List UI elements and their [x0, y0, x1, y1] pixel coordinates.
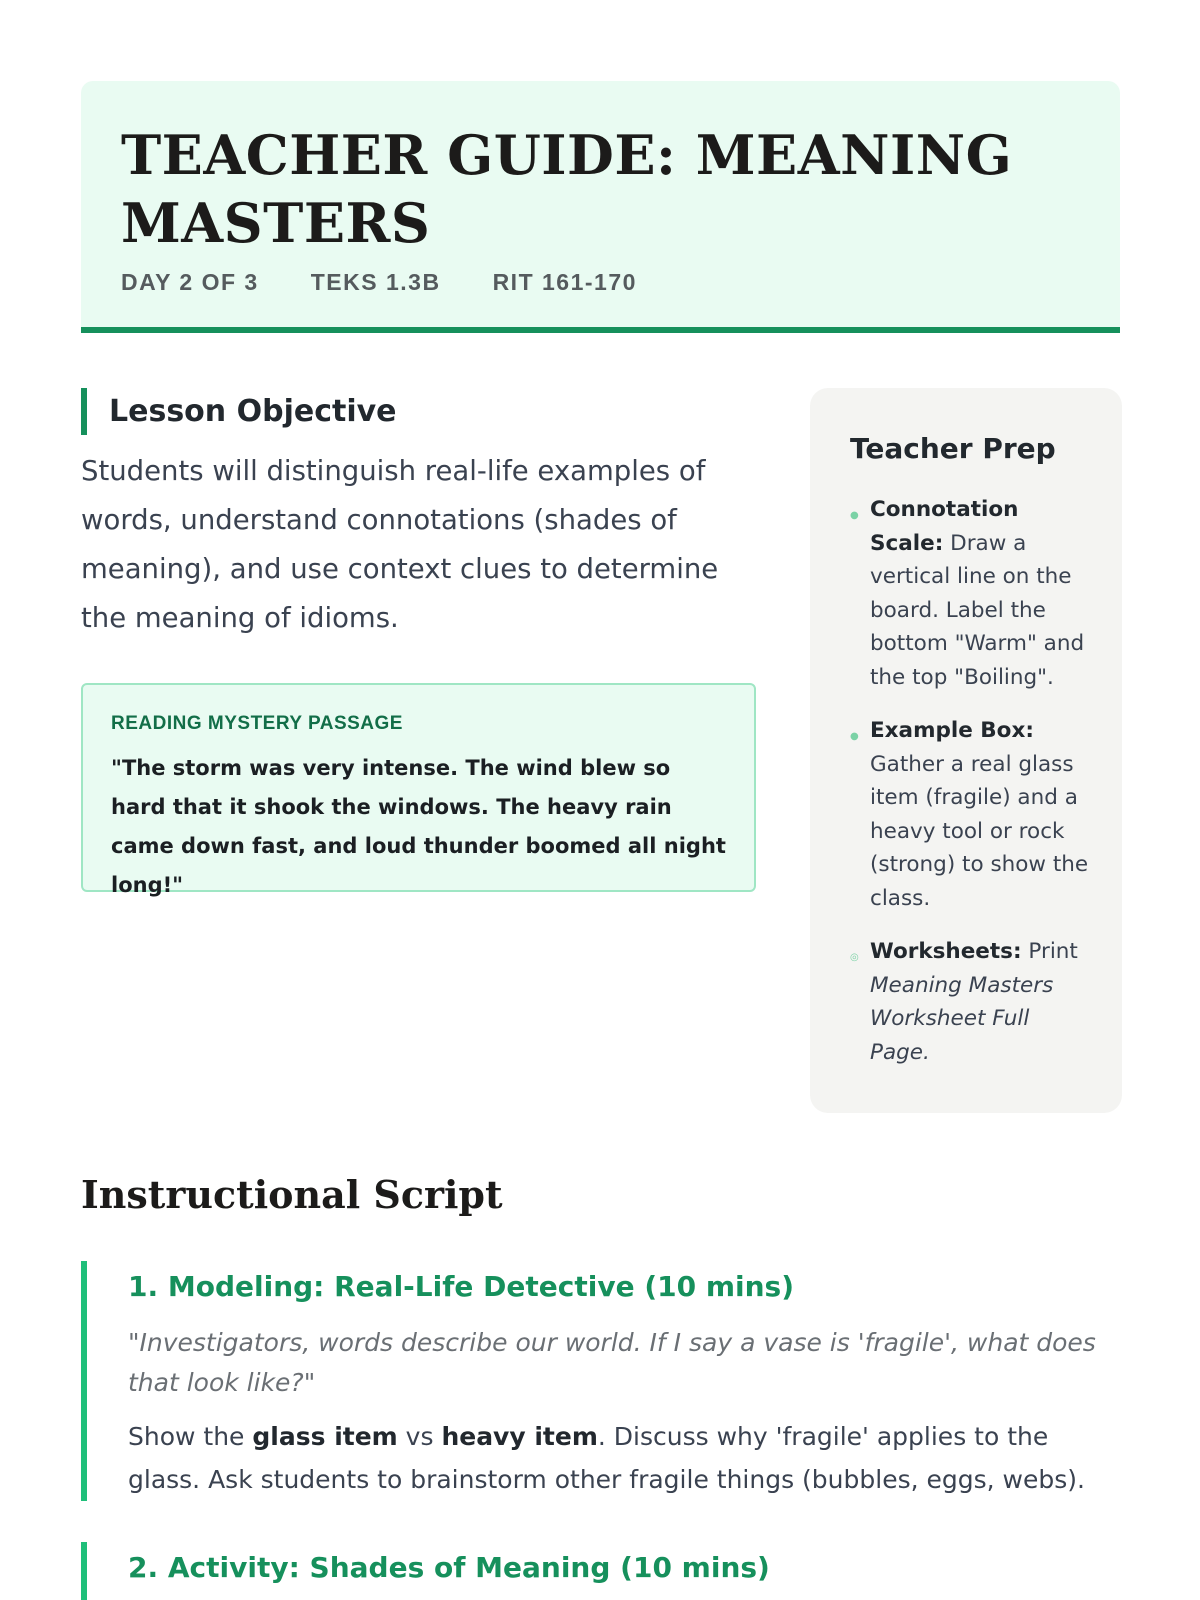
prep-item-text: Gather a real glass item (fragile) and a heavy tool or rock (strong) to show the class. [870, 751, 1089, 911]
page-title: TEACHER GUIDE: MEANING MASTERS [121, 123, 1013, 255]
meta-teks: TEKS 1.3B [310, 269, 441, 295]
prep-item-connotation-scale [850, 493, 1092, 694]
objective-heading: Lesson Objective [109, 394, 397, 429]
passage-text-part: . The wind blew so hard that it shook the windows. The heavy rain came down fast, and loud thunder boomed all night long!" [111, 756, 726, 897]
meta-rit: RIT 161-170 [492, 269, 637, 295]
prep-item-worksheets [850, 935, 1092, 1069]
prep-item-text: Draw a vertical line on the board. Label the bottom "Warm" and the top "Boiling". [870, 530, 1085, 690]
circle-icon: ◎ [850, 952, 859, 963]
objective-text: Students will distinguish real-life examples of words, understand connotations (shades of meaning), and use context clues to determine the meaning of idioms. [81, 455, 719, 634]
passage-bold-word: intense [361, 756, 451, 780]
prep-item-label: Worksheets: [870, 939, 1022, 964]
script-title: Instructional Script [81, 1172, 503, 1217]
script-step-activity [81, 1542, 1120, 1600]
objective-heading-block [81, 388, 397, 435]
step-heading: 2. Activity: Shades of Meaning (10 mins) [128, 1551, 770, 1584]
teacher-prep-panel [810, 388, 1122, 1113]
step-body-bold: heavy item [441, 1422, 598, 1451]
passage-label: READING MYSTERY PASSAGE [111, 713, 403, 734]
prep-item-example-box [850, 714, 1092, 915]
worksheet-name: Meaning Masters Worksheet Full Page. [870, 972, 1054, 1065]
prep-heading: Teacher Prep [850, 432, 1056, 465]
passage-text-part: "The storm was very [111, 756, 362, 780]
prep-item-text: Print [1028, 939, 1078, 964]
prep-item-label: Example Box: [870, 718, 1034, 743]
step-body-part: . Discuss why 'fragile' applies to the glass. Ask students to brainstorm other fragile things (bubbles, eggs, webs). [128, 1422, 1085, 1494]
dot-icon: ● [850, 510, 859, 521]
step-body-part: vs [397, 1422, 442, 1451]
guide-header [81, 81, 1120, 333]
step-quote: "Investigators, words describe our world. If I say a vase is 'fragile', what does that look like?" [128, 1328, 1096, 1397]
reading-passage-box [81, 683, 756, 897]
step-body-part: Show the [128, 1422, 253, 1451]
lesson-meta [121, 269, 1080, 296]
meta-day: DAY 2 OF 3 [121, 269, 259, 295]
prep-item-label: Connotation Scale: [870, 497, 1019, 556]
step-heading: 1. Modeling: Real-Life Detective (10 mins) [128, 1270, 794, 1303]
step-body-bold: glass item [252, 1422, 398, 1451]
script-step-modeling [81, 1261, 1120, 1501]
passage-text [111, 749, 726, 905]
step-body [128, 1415, 1120, 1501]
dot-icon: ● [850, 731, 859, 742]
